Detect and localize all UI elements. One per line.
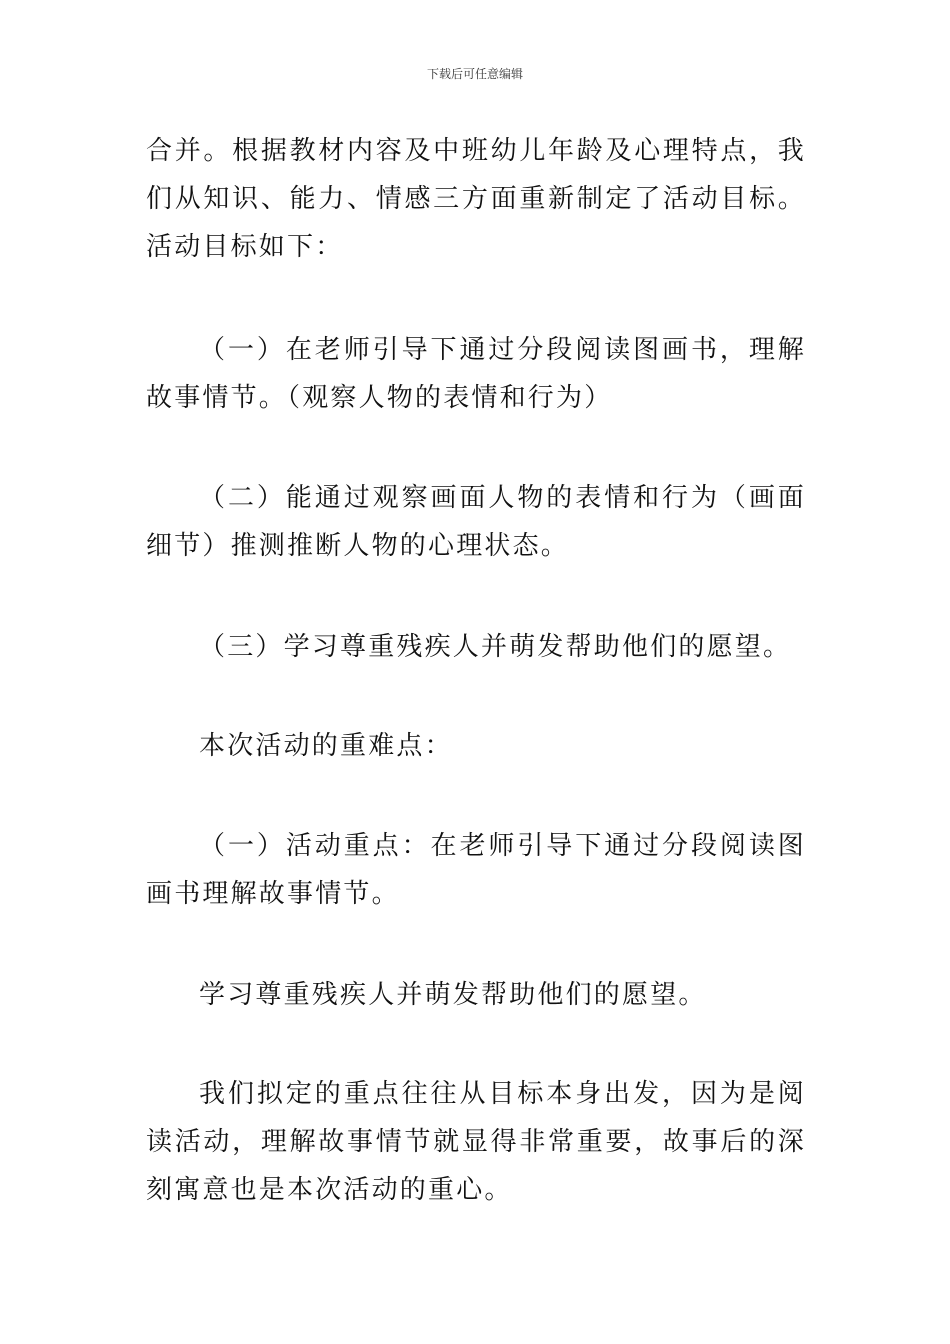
paragraph-explanation: 我们拟定的重点往往从目标本身出发，因为是阅读活动，理解故事情节就显得非常重要，故事后的深刻寓意也是本次活动的重心。 bbox=[146, 1079, 806, 1205]
paragraph-intro: 合并。根据教材内容及中班幼儿年龄及心理特点，我们从知识、能力、情感三方面重新制定了活动目标。活动目标如下： bbox=[146, 136, 806, 262]
paragraph-key-point-1: （一）活动重点：在老师引导下通过分段阅读图画书理解故事情节。 bbox=[146, 831, 806, 909]
paragraph-key-point-2: 学习尊重残疾人并萌发帮助他们的愿望。 bbox=[199, 980, 707, 1010]
paragraph-goal-1: （一）在老师引导下通过分段阅读图画书，理解故事情节。（观察人物的表情和行为） bbox=[146, 335, 806, 413]
paragraph-goal-2: （二）能通过观察画面人物的表情和行为（画面细节）推测推断人物的心理状态。 bbox=[146, 483, 806, 561]
page-header: 下载后可任意编辑 bbox=[426, 67, 523, 81]
paragraph-key-points-heading: 本次活动的重难点： bbox=[199, 731, 453, 761]
paragraph-goal-3: （三）学习尊重残疾人并萌发帮助他们的愿望。 bbox=[199, 632, 792, 662]
